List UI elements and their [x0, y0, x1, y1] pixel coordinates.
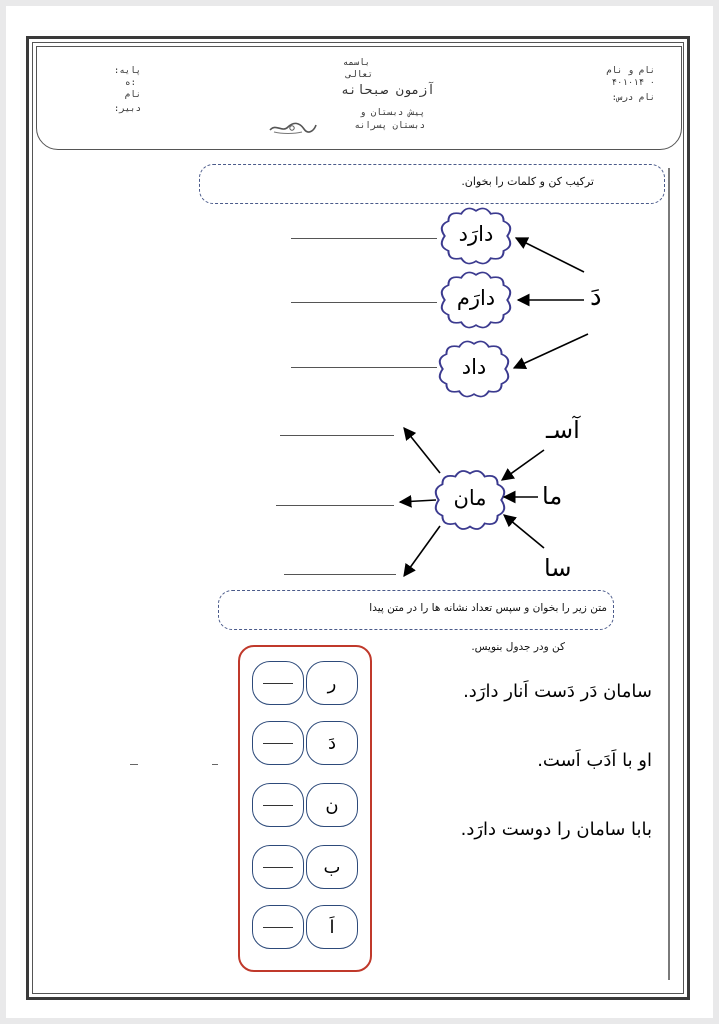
grade-value: :ه: [125, 78, 136, 88]
instruction-text-1: ترکیب کن و کلمات را بخوان.: [461, 175, 594, 188]
school-line-2: دبستان پسرانه: [354, 121, 425, 131]
arrow: [516, 238, 584, 272]
stray-mark: [130, 764, 138, 765]
school-line-1: پیش دبستان و: [359, 108, 425, 118]
flower-word-2: دارَم: [456, 286, 496, 310]
count-cell[interactable]: [252, 845, 304, 889]
reading-sentence-3: بابا سامان را دوست دارَد.: [460, 819, 652, 840]
count-cell[interactable]: [252, 905, 304, 949]
letter-label: ب: [323, 856, 341, 878]
source-syllable-as: آسـ: [546, 416, 580, 444]
instruction-box-2: [218, 590, 614, 630]
letter-cell: [306, 783, 358, 827]
letter-count-table: [238, 645, 372, 972]
letter-label: اَ: [329, 916, 335, 938]
flower-word-1: دارَد: [458, 222, 494, 246]
reading-sentence-1: سامان دَر دَست اَنار دارَد.: [463, 681, 652, 702]
source-syllable-ma: ما: [542, 482, 563, 510]
stray-mark: [212, 764, 218, 765]
letter-label: ر: [327, 672, 337, 694]
header-basmala-1: باسمه: [342, 58, 370, 68]
count-cell[interactable]: [252, 721, 304, 765]
exam-code: ۰ ۴۰۱۰۱۴: [611, 78, 655, 88]
letter-label: دَ: [327, 732, 336, 754]
arrow: [404, 428, 440, 473]
teacher-name-label: نام: [124, 90, 141, 100]
course-name-label: نام درس:: [611, 93, 655, 103]
arrow: [502, 450, 544, 480]
grade-label: پایه:: [113, 66, 141, 76]
arrow: [400, 500, 436, 502]
letter-cell: [306, 845, 358, 889]
letter-cell: [306, 905, 358, 949]
arrow: [504, 515, 544, 548]
instruction-text-2: متن زیر را بخوان و سپس تعداد نشانه ها را در متن پیدا: [369, 602, 607, 614]
flower-word-3: داد: [461, 355, 487, 379]
source-syllable-sa: سا: [544, 554, 572, 582]
exam-title: آزمون صبحانه: [341, 83, 435, 98]
header-basmala-2: تعالی: [345, 70, 373, 80]
count-cell[interactable]: [252, 661, 304, 705]
letter-cell: [306, 661, 358, 705]
letter-label: ن: [325, 794, 339, 816]
letter-cell: [306, 721, 358, 765]
reading-sentence-2: او با اَدَب اَست.: [537, 750, 652, 771]
arrow: [404, 526, 440, 576]
student-name-label: نام و نام: [606, 66, 655, 76]
teacher-label: دبیر:: [113, 104, 141, 114]
count-cell[interactable]: [252, 783, 304, 827]
flower-word-center: مان: [453, 486, 487, 510]
arrow: [514, 334, 588, 368]
instruction-text-2b: کن ودر جدول بنویس.: [471, 641, 565, 653]
source-syllable-da: دَ: [590, 282, 602, 312]
